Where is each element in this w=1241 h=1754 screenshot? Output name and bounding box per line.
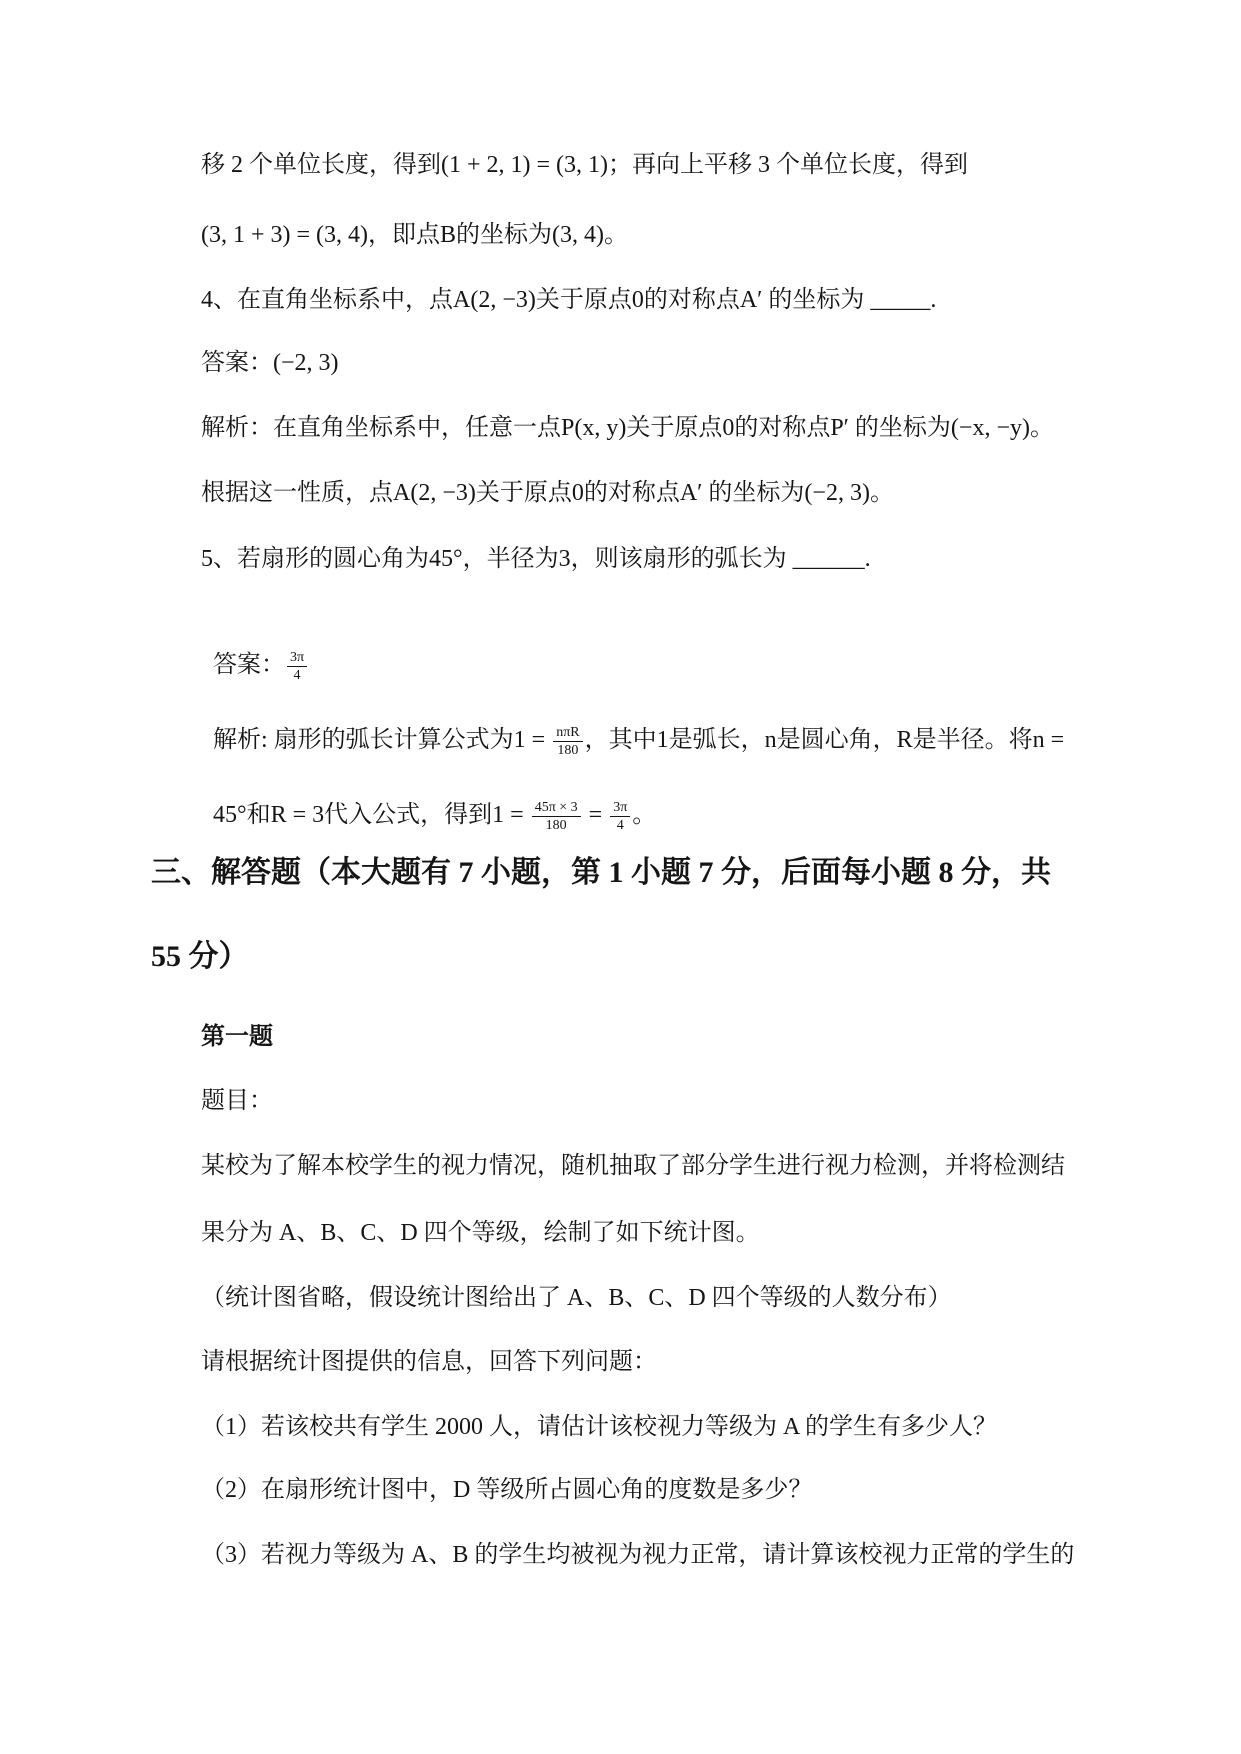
equals-sign: = [582, 802, 609, 828]
fraction-denominator: 4 [616, 817, 624, 833]
fraction-denominator: 4 [293, 667, 301, 683]
q4-question: 4、在直角坐标系中，点A(2, −3)关于原点0的对称点A′ 的坐标为 _____. [201, 287, 937, 313]
q5-answer [201, 611, 309, 684]
fraction-numerator: 3π [287, 649, 307, 667]
q5-analysis-text: 解析: 扇形的弧长计算公式为1 = [213, 727, 552, 753]
sub-question-1: （1）若该校共有学生 2000 人，请估计该校视力等级为 A 的学生有多少人？ [201, 1414, 998, 1440]
fraction-numerator: nπR [553, 724, 582, 742]
problem-note: （统计图省略，假设统计图给出了 A、B、C、D 四个等级的人数分布） [201, 1285, 952, 1311]
q5-answer-fraction [287, 649, 307, 684]
problem-prompt: 请根据统计图提供的信息，回答下列问题： [201, 1349, 657, 1375]
sub-question-2: （2）在扇形统计图中，D 等级所占圆心角的度数是多少？ [201, 1477, 813, 1503]
section-heading-line-2: 55 分） [151, 940, 249, 973]
problem-title: 第一题 [201, 1024, 273, 1050]
problem-label: 题目： [201, 1088, 273, 1114]
period: 。 [632, 802, 657, 828]
arc-length-formula-fraction [553, 724, 582, 759]
fraction-numerator: 3π [610, 799, 630, 817]
q4-analysis-line-2: 根据这一性质，点A(2, −3)关于原点0的对称点A′ 的坐标为(−2, 3)。 [201, 480, 894, 506]
problem-stem-line-2: 果分为 A、B、C、D 四个等级，绘制了如下统计图。 [201, 1220, 760, 1246]
q4-answer: 答案：(−2, 3) [201, 350, 339, 376]
fraction-denominator: 180 [557, 742, 579, 758]
q5-analysis-text: ，其中1是弧长，n是圆心角，R是半径。将n = [584, 727, 1065, 753]
q4-analysis-line-1: 解析：在直角坐标系中，任意一点P(x, y)关于原点0的对称点P′ 的坐标为(−x, −y)。 [201, 415, 1054, 441]
result-fraction [610, 799, 630, 834]
q5-answer-label: 答案： [213, 652, 285, 678]
fraction-numerator: 45π × 3 [532, 799, 581, 817]
fraction-denominator: 180 [545, 817, 567, 833]
prev-solution-line-2: (3, 1 + 3) = (3, 4)，即点B的坐标为(3, 4)。 [201, 222, 629, 248]
q5-analysis-line-2 [201, 761, 656, 834]
problem-stem-line-1: 某校为了解本校学生的视力情况，随机抽取了部分学生进行视力检测，并将检测结 [201, 1153, 1065, 1179]
section-heading-line-1: 三、解答题（本大题有 7 小题，第 1 小题 7 分，后面每小题 8 分，共 [151, 856, 1051, 889]
prev-solution-line-1: 移 2 个单位长度，得到(1 + 2, 1) = (3, 1)；再向上平移 3 个单位长度，得到 [201, 152, 969, 178]
q5-question: 5、若扇形的圆心角为45°，半径为3，则该扇形的弧长为 ______. [201, 546, 871, 572]
sub-question-3: （3）若视力等级为 A、B 的学生均被视为视力正常，请计算该校视力正常的学生的 [201, 1542, 1075, 1568]
q5-analysis-line-1 [201, 686, 1064, 759]
q5-analysis-text: 45°和R = 3代入公式，得到1 = [213, 802, 530, 828]
calculation-fraction [532, 799, 581, 834]
